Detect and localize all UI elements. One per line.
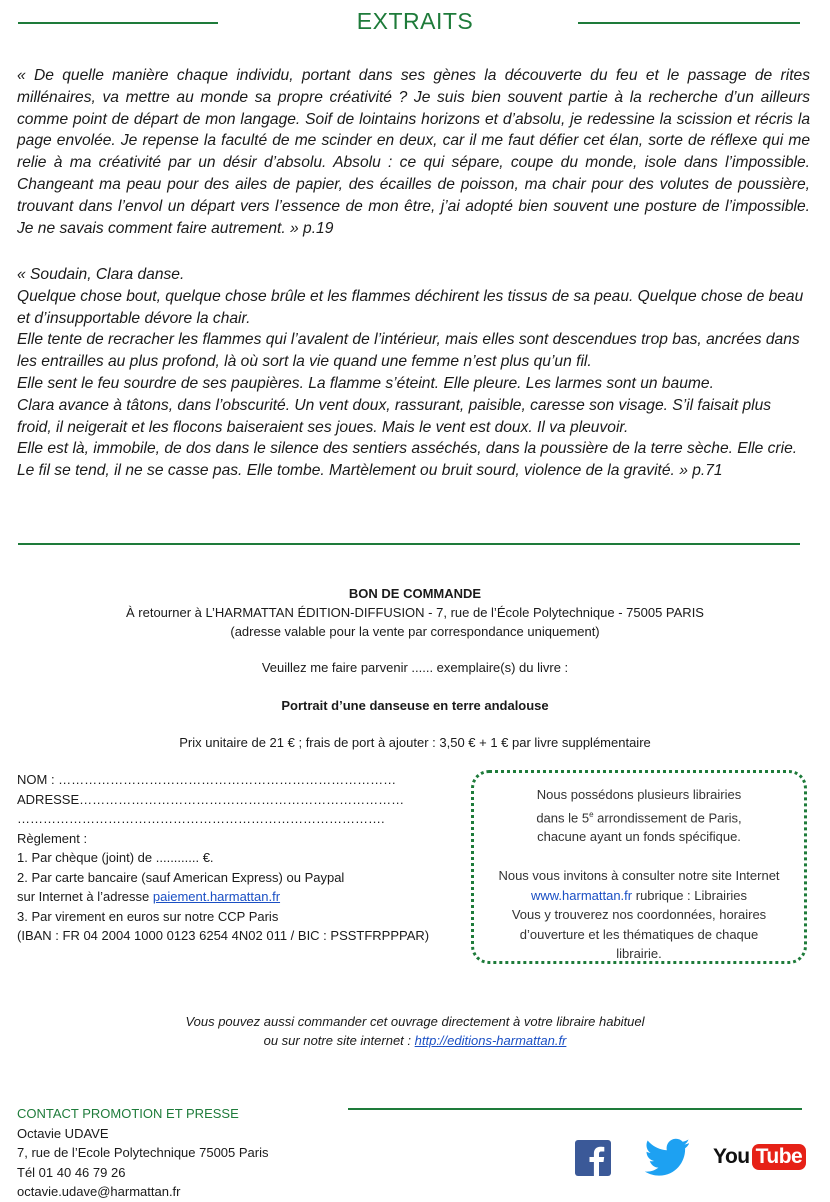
libraries-line-sup: e [589,809,594,819]
libraries-line: d’ouverture et les thématiques de chaque [519,926,759,942]
libraries-line [474,805,804,828]
book-title: Portrait d’une danseuse en terre andalouse [281,698,549,713]
youtube-label-tube: Tube [752,1144,807,1170]
order-price: Prix unitaire de 21 € ; frais de port à ajouter : 3,50 € + 1 € par livre supplémentaire [179,735,651,750]
order-footer-note [0,1012,830,1050]
footer-note-line: Vous pouvez aussi commander cet ouvrage directement à votre libraire habituel [185,1014,645,1029]
iban-info: (IBAN : FR 04 2004 1000 0123 6254 4N02 011 / BIC : PSSTFRPPPAR) [17,928,430,943]
payment-title: Règlement : [17,830,88,846]
payment-option-cheque: 1. Par chèque (joint) de ............ €. [17,850,214,865]
libraries-line: Vous y trouverez nos coordonnées, horaires [511,907,767,923]
extract-line: « Soudain, Clara danse. [17,266,185,283]
libraries-line: librairie. [616,946,662,962]
contact-block [17,1104,269,1202]
page-title: EXTRAITS [356,8,474,34]
libraries-line [474,886,804,906]
twitter-icon[interactable] [645,1138,689,1181]
order-title: BON DE COMMANDE [348,586,482,601]
libraries-info-box [471,770,807,964]
extract-line: Elle tente de recracher les flammes qui l’avalent de l’intérieur, mais elles sont descendues trop bas, ancrées dans les entrailles au plus profond, là où sort la vie quand une femme n’est plus qu’un fil. [17,331,800,371]
libraries-line-part: rubrique : Librairies [632,887,748,903]
address-field[interactable]: ADRESSE………………………………………………………………… [17,791,405,807]
footer-note-prefix: ou sur notre site internet : [263,1033,415,1048]
libraries-line: Nous possédons plusieurs librairies [536,787,742,802]
libraries-line: chacune ayant un fonds spécifique. [537,829,741,845]
footer-rule [348,1108,802,1110]
libraries-line-part: dans le 5 [536,809,590,825]
extract-line: Elle est là, immobile, de dos dans le silence des sentiers asséchés, dans la poussière de la terre sèche. Elle crie. Le fil se tend, il ne se casse pas. Elle tombe. Martèlement ou bruit sourd, violence de la gravité. » p.71 [17,440,798,480]
order-address-note: (adresse valable pour la vente par correspondance uniquement) [230,624,600,639]
editions-site-link[interactable]: http://editions-harmattan.fr [414,1033,567,1048]
libraries-line: Nous vous invitons à consulter notre site Internet [498,868,780,884]
payment-link[interactable]: paiement.harmattan.fr [152,889,281,904]
facebook-icon[interactable] [575,1140,611,1181]
header-rule-right [578,22,800,24]
spacer [474,847,804,867]
payment-option-card: 2. Par carte bancaire (sauf American Express) ou Paypal [17,869,345,885]
payment-url-prefix: sur Internet à l’adresse [17,889,153,904]
order-return-address: À retourner à L’HARMATTAN ÉDITION-DIFFUSION - 7, rue de l’École Polytechnique - 75005 PARIS [126,605,704,620]
extract-paragraph-2 [17,264,810,482]
extracts-section [17,65,810,239]
contact-phone: Tél 01 40 46 79 26 [17,1164,126,1180]
extract-paragraph-1: « De quelle manière chaque individu, portant dans ses gènes la découverte du feu et le passage de rites millénaires, va mettre au monde sa propre créativité ? Je suis bien souvent partie à la recherche d’un ailleurs comme point de départ de mon langage. Soif de lointains horizons et d’absolu, je redessine la scission et récris la page envolée. Je repense la faculté de me scinder en deux, car il me faut défier cet élan, sorte de réflexe qui me relie à ma créativité par un désir d’absolu. Absolu : ce qui sépare, coupe du monde, isole dans l’impossible. Changeant ma peau pour des ailes de papier, des écailles de poisson, ma chair pour des volutes de poussière, trouvant dans l’envol un départ vers l’essence de mon être, j’ai adopté bien souvent une posture de l’impossible. Je ne savais comment faire autrement. » p.19 [17,67,810,237]
libraries-line-part: arrondissement de Paris, [593,809,742,825]
order-form-fields [17,770,457,946]
order-request: Veuillez me faire parvenir ...... exemplaire(s) du livre : [261,660,569,675]
payment-option-transfer: 3. Par virement en euros sur notre CCP Paris [17,908,279,924]
name-field[interactable]: NOM : …………………………………………………………………… [17,772,397,787]
contact-address: 7, rue de l’Ecole Polytechnique 75005 Paris [17,1145,269,1160]
youtube-icon[interactable] [713,1144,806,1170]
extract-line: Quelque chose bout, quelque chose brûle et les flammes déchirent les tissus de sa peau. Quelque chose de beau et d’insupportable dévore la chair. [17,287,804,327]
harmattan-site-link[interactable]: www.harmattan.fr [530,887,633,903]
footer-note-line [0,1031,830,1050]
extract-line: Clara avance à tâtons, dans l’obscurité. Un vent doux, rassurant, paisible, caresse son visage. S’il faisait plus froid, il neigerait et les flocons baiseraient ses joues. Mais le vent est doux. Il va pleuvoir. [17,396,772,436]
youtube-label-you: You [713,1145,750,1168]
order-form-header [0,584,830,641]
contact-heading: CONTACT PROMOTION ET PRESSE [17,1106,239,1121]
payment-option-card-url [17,887,457,907]
contact-email[interactable]: octavie.udave@harmattan.fr [17,1184,181,1199]
section-divider [18,543,800,545]
extract-line: Elle sent le feu sourdre de ses paupières. La flamme s’éteint. Elle pleure. Les larmes sont un baume. [17,374,714,392]
address-extra-field[interactable]: …………………………………………………………………………. [17,811,385,826]
contact-name: Octavie UDAVE [17,1125,109,1141]
